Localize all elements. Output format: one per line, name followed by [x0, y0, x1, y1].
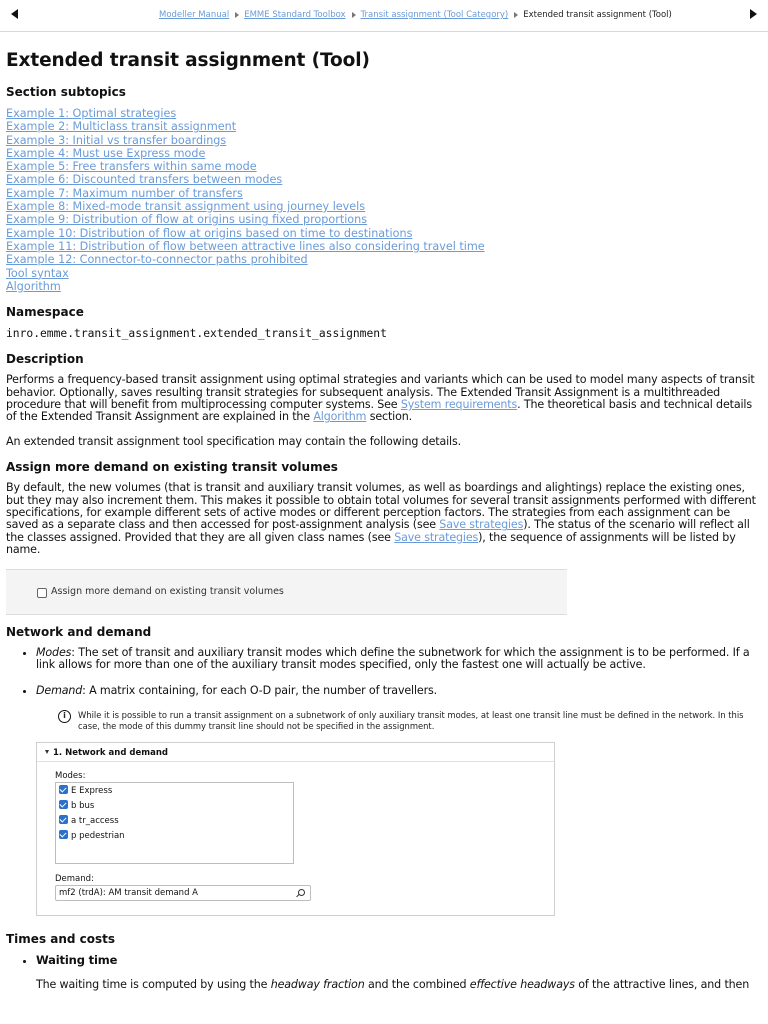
next-page-icon[interactable] — [750, 9, 757, 19]
mode-label: E Express — [71, 785, 113, 796]
assign-more-text: By default, the new volumes (that is transit and auxiliary transit volumes, as well as boardings and alightings) replace the existing ones, but they may also increment them. This makes it possible to obtain total volumes for several transit assignments performed with different specifications, for example different sets of active modes or different perception factors. The strategies from each assignment can be saved as a separate class and then accessed for post-assignment analysis (see — [6, 481, 756, 532]
subtopic-link[interactable]: Example 11: Distribution of flow between attractive lines also considering travel time — [6, 239, 485, 253]
list-item-demand — [36, 685, 764, 697]
note-callout — [58, 710, 764, 732]
subtopic-link-algorithm[interactable]: Algorithm — [6, 279, 61, 293]
breadcrumb — [159, 0, 672, 30]
assign-more-option-panel — [6, 569, 567, 615]
modes-term: Modes — [36, 645, 72, 659]
demand-description: : A matrix containing, for each O-D pair, the number of travellers. — [82, 684, 438, 698]
demand-label: Demand: — [55, 873, 94, 884]
assign-more-heading: Assign more demand on existing transit volumes — [6, 460, 338, 475]
assign-more-checkbox-label[interactable]: Assign more demand on existing transit volumes — [51, 585, 284, 597]
top-navigation — [0, 0, 768, 32]
assign-more-checkbox[interactable] — [37, 588, 47, 598]
subtopic-link[interactable]: Example 12: Connector-to-connector paths prohibited — [6, 253, 308, 267]
subtopic-link[interactable]: Example 7: Maximum number of transfers — [6, 186, 243, 200]
waiting-text: The waiting time is computed by using the — [36, 978, 271, 992]
description-text: Performs a frequency-based transit assignment using optimal strategies and variants which can be used to model many aspects of transit behavior. Optionally, saves resulting transit strategies for subsequent analysis. The Extended Transit Assignment is a multithreaded procedure that will benefit from multiprocessing computer systems. See — [6, 373, 755, 411]
breadcrumb-separator-icon — [514, 12, 518, 18]
effective-headways-term: effective headways — [469, 978, 575, 992]
namespace-value: inro.emme.transit_assignment.extended_transit_assignment — [6, 327, 387, 341]
demand-term: Demand — [36, 684, 83, 698]
checked-checkbox-icon[interactable] — [59, 785, 68, 794]
description-paragraph — [6, 374, 764, 424]
previous-page-icon[interactable] — [11, 9, 18, 19]
subtopic-link[interactable]: Example 2: Multiclass transit assignment — [6, 120, 237, 134]
waiting-time-title: Waiting time — [36, 952, 118, 967]
checked-checkbox-icon[interactable] — [59, 800, 68, 809]
info-icon: i — [58, 710, 71, 723]
panel-title: 1. Network and demand — [53, 747, 168, 758]
assign-more-text: ). The status of the scenario will reflect all the classes assigned. Provided that they are all given class names (see — [6, 518, 750, 544]
note-text: While it is possible to run a transit assignment on a subnetwork of only auxiliary transit modes, at least one transit line must be defined in the network. In this case, the mode of this dummy transit line should not be specified in the assignment. — [78, 709, 744, 731]
subtopic-link[interactable]: Example 4: Must use Express mode — [6, 146, 206, 160]
mode-item[interactable] — [56, 799, 293, 814]
description-text: . The theoretical basis and technical details of the Extended Transit Assignment are explained in the — [6, 397, 752, 424]
times-costs-list — [6, 954, 764, 992]
list-item-modes — [36, 647, 764, 672]
description-text: section. — [366, 410, 413, 424]
modes-listbox[interactable] — [55, 782, 294, 864]
breadcrumb-current: Extended transit assignment (Tool) — [523, 10, 672, 20]
subtopic-link[interactable]: Example 9: Distribution of flow at origins using fixed proportions — [6, 213, 368, 227]
subtopic-link-tool-syntax[interactable]: Tool syntax — [6, 266, 69, 280]
mode-label: p pedestrian — [71, 830, 125, 841]
subtopic-link[interactable]: Example 6: Discounted transfers between modes — [6, 173, 283, 187]
system-requirements-link[interactable]: System requirements — [400, 397, 518, 411]
search-icon[interactable] — [298, 889, 305, 896]
mode-item[interactable] — [56, 784, 293, 799]
save-strategies-link[interactable]: Save strategies — [394, 530, 479, 544]
subtopic-link[interactable]: Example 8: Mixed-mode transit assignment using journey levels — [6, 200, 366, 214]
subtopic-link[interactable]: Example 3: Initial vs transfer boardings — [6, 133, 227, 147]
mode-item[interactable] — [56, 829, 293, 844]
times-costs-heading: Times and costs — [6, 931, 116, 946]
panel-divider — [37, 761, 554, 762]
headway-fraction-term: headway fraction — [270, 978, 365, 992]
main-content — [6, 40, 764, 1006]
save-strategies-link[interactable]: Save strategies — [439, 518, 524, 532]
demand-value: mf2 (trdA): AM transit demand A — [59, 887, 198, 898]
mode-item[interactable] — [56, 814, 293, 829]
subtopics-list — [6, 107, 764, 293]
subtopics-heading: Section subtopics — [6, 85, 126, 99]
network-demand-list — [6, 647, 764, 698]
list-item-waiting-time — [36, 954, 764, 992]
page-title: Extended transit assignment (Tool) — [6, 50, 370, 71]
mode-label: b bus — [71, 800, 95, 811]
network-demand-panel — [36, 742, 555, 916]
algorithm-link[interactable]: Algorithm — [313, 410, 367, 424]
mode-label: a tr_access — [71, 815, 119, 826]
breadcrumb-modeller-manual[interactable]: Modeller Manual — [159, 10, 230, 20]
subtopic-link[interactable]: Example 5: Free transfers within same mode — [6, 160, 257, 174]
breadcrumb-separator-icon — [352, 12, 356, 18]
subtopic-link[interactable]: Example 10: Distribution of flow at origins based on time to destinations — [6, 226, 413, 240]
demand-input[interactable] — [55, 885, 311, 901]
network-demand-heading: Network and demand — [6, 624, 152, 639]
checked-checkbox-icon[interactable] — [59, 830, 68, 839]
specification-paragraph: An extended transit assignment tool specification may contain the following details. — [6, 434, 461, 448]
waiting-text: and the combined — [364, 978, 470, 992]
breadcrumb-transit-assignment[interactable]: Transit assignment (Tool Category) — [360, 10, 509, 20]
namespace-heading: Namespace — [6, 305, 84, 320]
panel-header[interactable] — [45, 748, 168, 758]
waiting-text: of the attractive lines, and then — [574, 978, 750, 992]
modes-description: : The set of transit and auxiliary transit modes which define the subnetwork for which the assignment is to be performed. If a link allows for more than one of the auxiliary transit modes specified, only the fastest one will actually be active. — [36, 645, 750, 672]
breadcrumb-emme-standard-toolbox[interactable]: EMME Standard Toolbox — [244, 10, 346, 20]
subtopic-link[interactable]: Example 1: Optimal strategies — [6, 107, 177, 120]
modes-label: Modes: — [55, 770, 86, 781]
checked-checkbox-icon[interactable] — [59, 815, 68, 824]
breadcrumb-separator-icon — [235, 12, 239, 18]
description-heading: Description — [6, 352, 84, 367]
assign-more-paragraph — [6, 482, 764, 556]
collapse-arrow-icon[interactable] — [45, 750, 49, 754]
assign-more-text: ), the sequence of assignments will be listed by name. — [6, 530, 736, 557]
waiting-time-paragraph — [36, 979, 764, 991]
